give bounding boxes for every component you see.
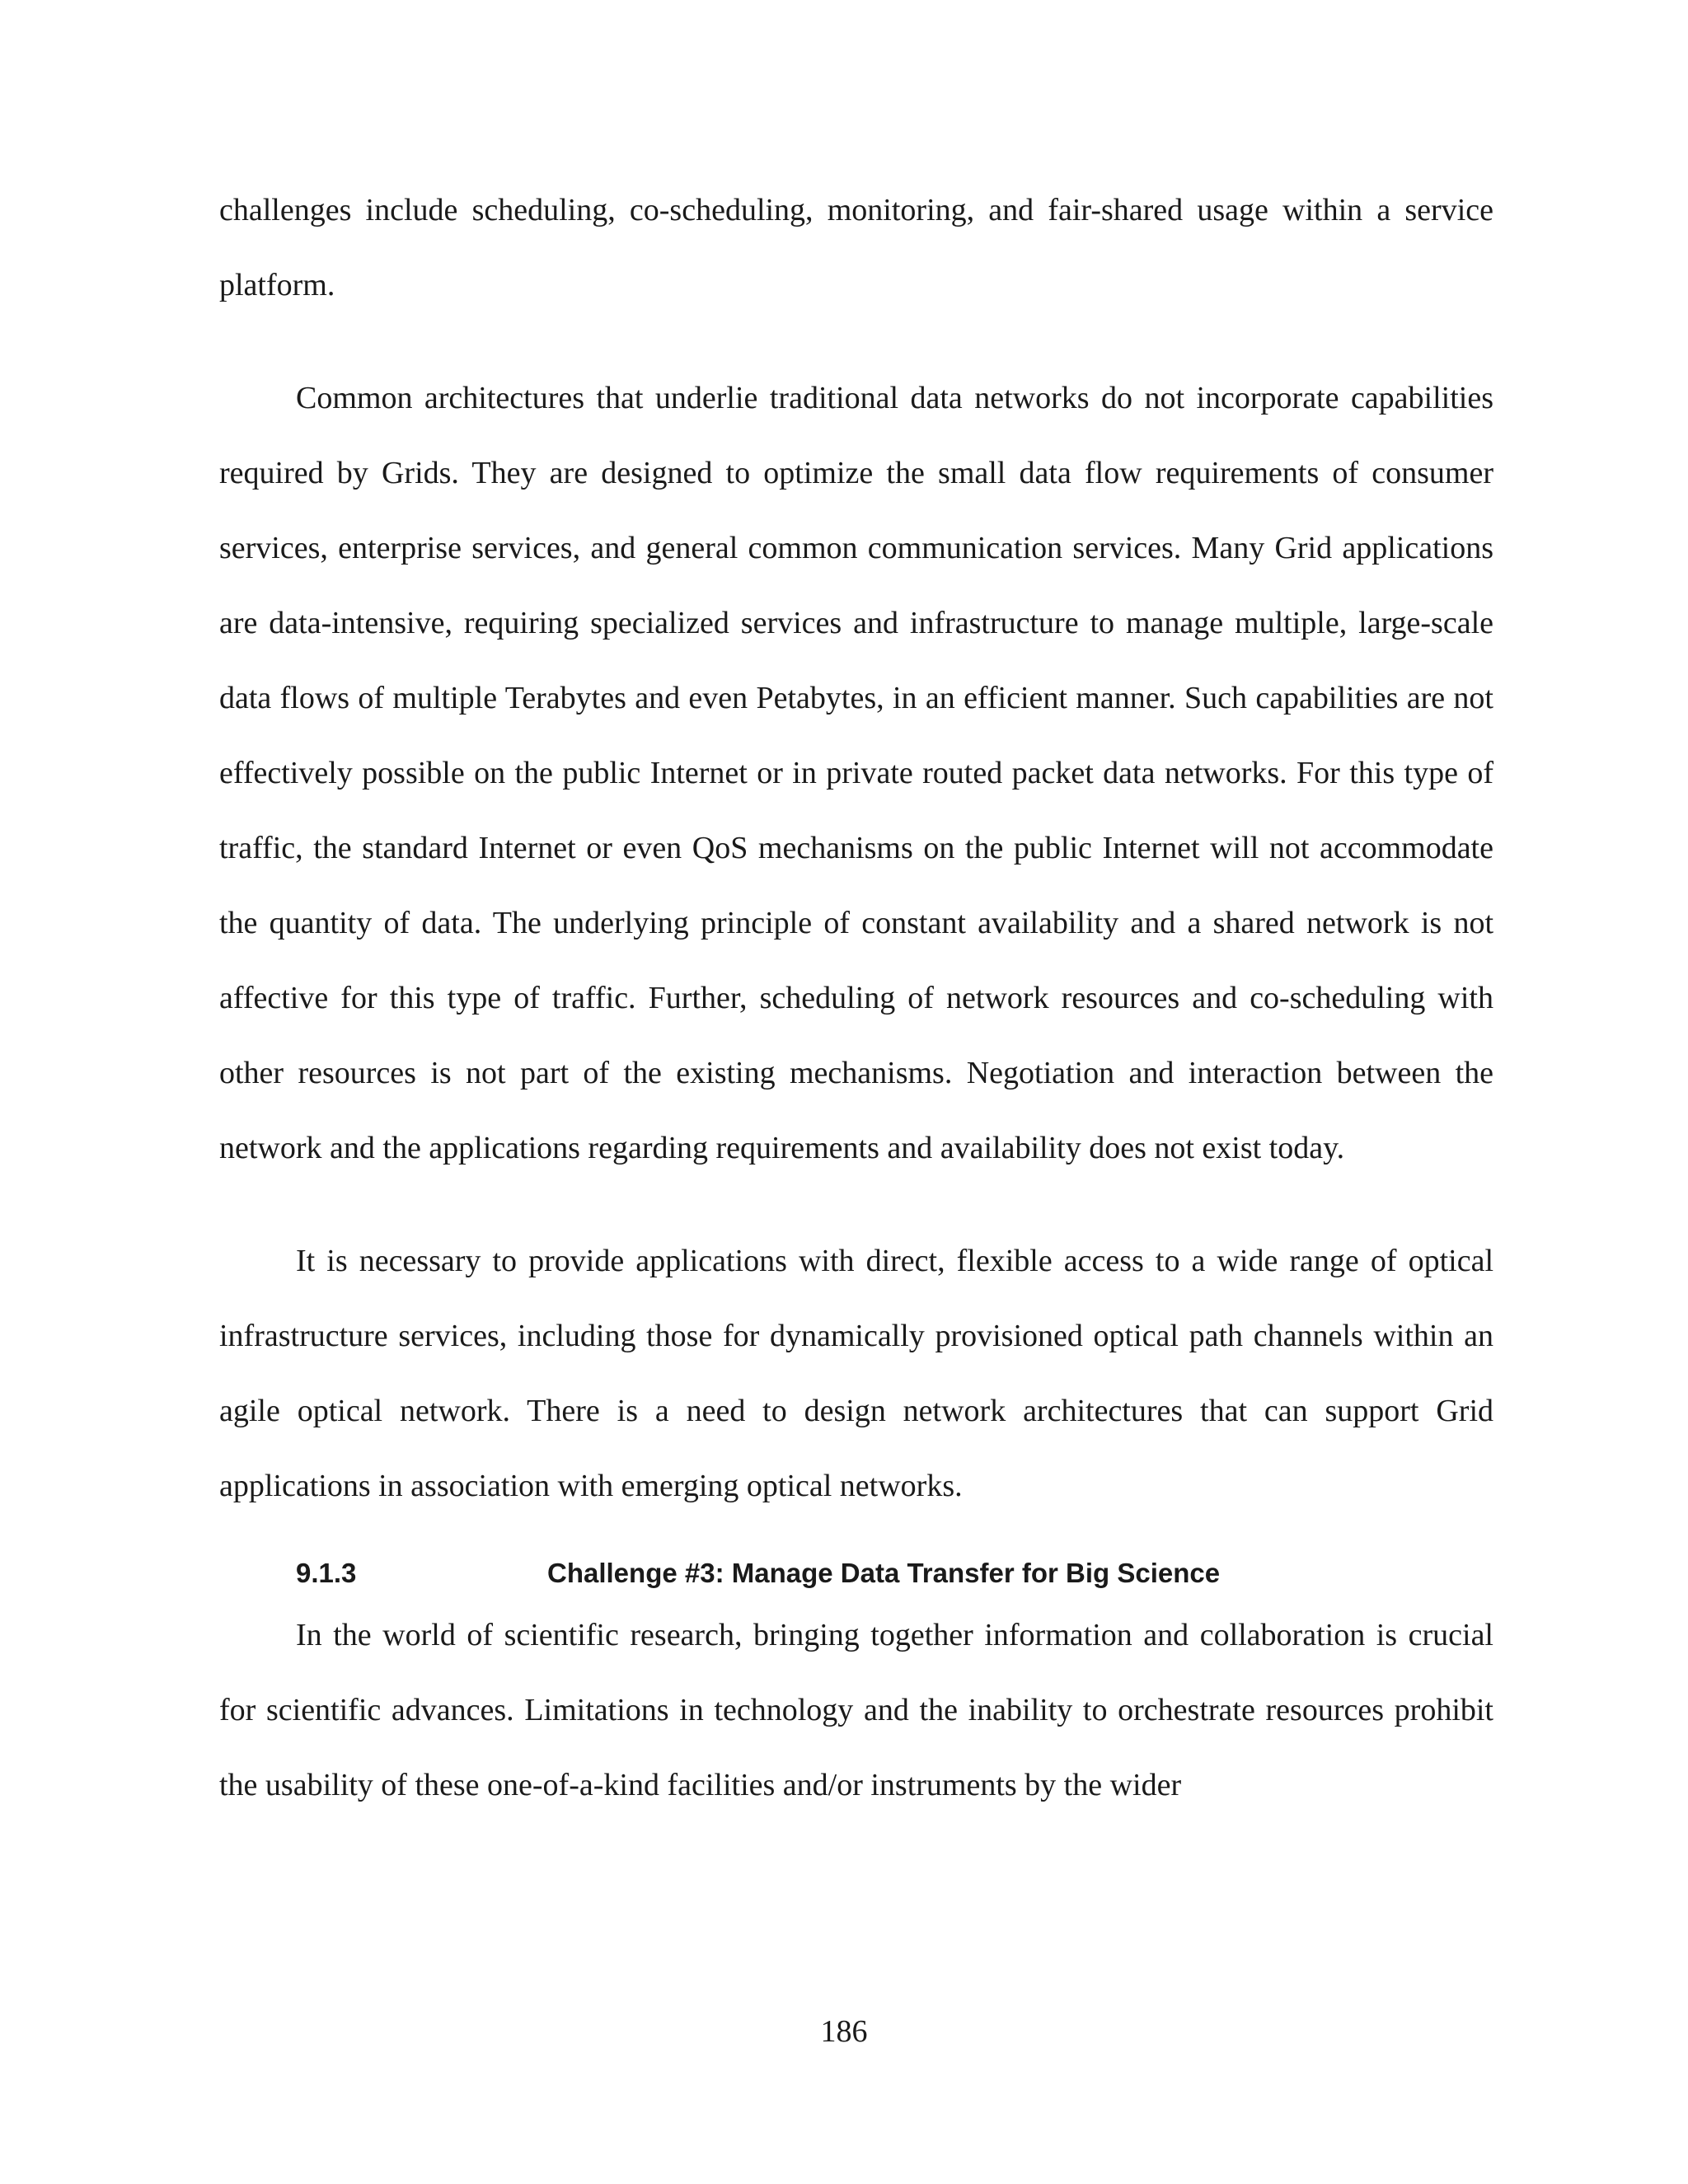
paragraph-architectures: Common architectures that underlie traditional data networks do not incorporate capabilities required by Grids. They are designed to optimize the small data flow requirements of consumer services, enterprise services, and general common communication services. Many Grid applications are data-intensive, requiring specialized services and infrastructure to manage multiple, large-scale data flows of multiple Terabytes and even Petabytes, in an efficient manner. Such capabilities are not effectively possible on the public Internet or in private routed packet data networks. For this type of traffic, the standard Internet or even QoS mechanisms on the public Internet will not accommodate the quantity of data. The underlying principle of constant availability and a shared network is not affective for this type of traffic. Further, scheduling of network resources and co-scheduling with other resources is not part of the existing mechanisms. Negotiation and interaction between the network and the applications regarding requirements and availability does not exist today.	[219, 381, 1493, 1165]
page-body	[219, 173, 1493, 1823]
paragraph-optical-access: It is necessary to provide applications with direct, flexible access to a wide range of optical infrastructure services, including those for dynamically provisioned optical path channels within an agile optical network. There is a need to design network architectures that can support Grid applications in association with emerging optical networks.	[219, 1244, 1493, 1503]
paragraph-gap	[219, 323, 1493, 361]
page-number: 186	[820, 2014, 868, 2049]
paragraph-scientific-research: In the world of scientific research, bringing together information and collaboration is crucial for scientific advances. Limitations in technology and the inability to orchestrate resources prohibit the usability of these one-of-a-kind facilities and/or instruments by the wider	[219, 1618, 1493, 1802]
paragraph-continued: challenges include scheduling, co-scheduling, monitoring, and fair-shared usage within a service platform.	[219, 193, 1493, 302]
paragraph-gap	[219, 1186, 1493, 1224]
paragraph-gap	[219, 1524, 1493, 1549]
section-heading	[219, 1549, 1493, 1598]
section-title: Challenge #3: Manage Data Transfer for Big Science	[547, 1558, 1221, 1588]
section-number: 9.1.3	[296, 1558, 357, 1588]
